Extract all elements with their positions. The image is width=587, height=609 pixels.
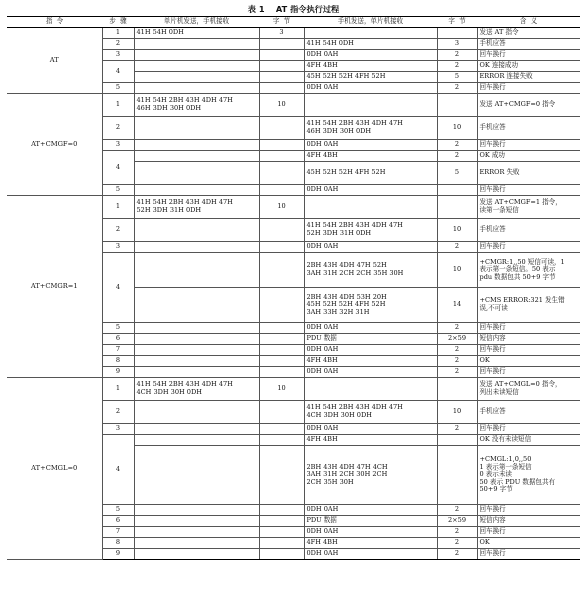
cell-meaning: OK 连接成功 [477, 61, 580, 72]
cell-phone-send: 2BH 43H 4DH 47H 52H 3AH 31H 2CH 2CH 35H 30H [304, 253, 437, 288]
cell-mcu-send [134, 538, 259, 549]
cell-step: 2 [102, 219, 134, 242]
cell-bytes-send: 10 [259, 196, 304, 219]
at-command-table [7, 16, 580, 560]
cell-step: 2 [102, 401, 134, 424]
cell-bytes-receive [437, 446, 477, 505]
cell-phone-send: 4FH 4BH [304, 151, 437, 162]
cell-bytes-receive: 2 [437, 527, 477, 538]
cell-bytes-send [259, 549, 304, 560]
cell-meaning: ERROR 连接失败 [477, 72, 580, 83]
cell-meaning: 回车换行 [477, 83, 580, 94]
cell-phone-send: 4FH 4BH [304, 435, 437, 446]
cell-phone-send: 0DH 0AH [304, 140, 437, 151]
cell-bytes-send [259, 61, 304, 72]
cell-bytes-send [259, 323, 304, 334]
table-row [7, 28, 580, 39]
cell-step: 7 [102, 527, 134, 538]
header-command: 指 令 [7, 17, 102, 28]
cell-bytes-send [259, 401, 304, 424]
cell-phone-send: 45H 52H 52H 4FH 52H [304, 72, 437, 83]
table-caption: 表 1 AT 指令执行过程 [247, 4, 340, 14]
header-meaning: 含 义 [477, 17, 580, 28]
cell-mcu-send [134, 345, 259, 356]
cell-phone-send: 0DH 0AH [304, 242, 437, 253]
cell-bytes-send [259, 117, 304, 140]
cell-step: 3 [102, 424, 134, 435]
cell-meaning: 发送 AT+CMGF=1 指令， 读第一条短信 [477, 196, 580, 219]
cell-phone-send: PDU 数据 [304, 334, 437, 345]
header-row [7, 17, 580, 28]
cell-mcu-send [134, 140, 259, 151]
cell-bytes-receive: 2 [437, 424, 477, 435]
cell-mcu-send [134, 549, 259, 560]
cell-mcu-send [134, 151, 259, 162]
cell-bytes-send [259, 446, 304, 505]
cell-bytes-receive: 2 [437, 50, 477, 61]
cell-bytes-send [259, 162, 304, 185]
cell-phone-send: 0DH 0AH [304, 424, 437, 435]
cell-meaning: OK [477, 356, 580, 367]
header-bytes-send: 字 节 [259, 17, 304, 28]
cell-mcu-send [134, 356, 259, 367]
cell-phone-send: 2BH 43H 4DH 47H 4CH 3AH 31H 2CH 30H 2CH 2CH 35H 30H [304, 446, 437, 505]
cell-meaning: 短信内容 [477, 516, 580, 527]
cell-meaning: 发送 AT 指令 [477, 28, 580, 39]
cell-bytes-receive: 5 [437, 72, 477, 83]
cell-meaning: 回车换行 [477, 549, 580, 560]
table-body [7, 28, 580, 560]
cell-phone-send: 0DH 0AH [304, 83, 437, 94]
cell-bytes-send [259, 288, 304, 323]
cell-bytes-receive: 3 [437, 39, 477, 50]
cell-mcu-send: 41H 54H 2BH 43H 4DH 47H 4CH 3DH 30H 0DH [134, 378, 259, 401]
cell-phone-send: 2BH 43H 4DH 53H 20H 45H 52H 52H 4FH 52H 3AH 33H 32H 31H [304, 288, 437, 323]
table-row [7, 94, 580, 117]
cell-bytes-send: 3 [259, 28, 304, 39]
command-cell: AT+CMGF=0 [7, 94, 102, 196]
cell-phone-send: 41H 54H 2BH 43H 4DH 47H 46H 3DH 30H 0DH [304, 117, 437, 140]
cell-bytes-send [259, 72, 304, 83]
cell-bytes-send [259, 50, 304, 61]
cell-step: 5 [102, 505, 134, 516]
cell-mcu-send [134, 242, 259, 253]
cell-phone-send [304, 196, 437, 219]
cell-bytes-receive: 2 [437, 151, 477, 162]
cell-bytes-send [259, 253, 304, 288]
cell-phone-send: 41H 54H 0DH [304, 39, 437, 50]
cell-bytes-send [259, 39, 304, 50]
cell-bytes-receive: 2 [437, 356, 477, 367]
cell-meaning: +CMS ERROR:321 发生错 误,不可读 [477, 288, 580, 323]
cell-step: 5 [102, 185, 134, 196]
cell-mcu-send [134, 185, 259, 196]
cell-meaning: OK 成功 [477, 151, 580, 162]
cell-bytes-send [259, 516, 304, 527]
cell-meaning: 手机应答 [477, 39, 580, 50]
cell-bytes-receive [437, 378, 477, 401]
cell-phone-send: 0DH 0AH [304, 505, 437, 516]
cell-step: 3 [102, 140, 134, 151]
cell-bytes-send [259, 424, 304, 435]
cell-meaning: 手机应答 [477, 401, 580, 424]
cell-bytes-send [259, 505, 304, 516]
cell-mcu-send [134, 446, 259, 505]
cell-mcu-send: 41H 54H 2BH 43H 4DH 47H 52H 3DH 31H 0DH [134, 196, 259, 219]
cell-phone-send: 41H 54H 2BH 43H 4DH 47H 52H 3DH 31H 0DH [304, 219, 437, 242]
cell-bytes-receive [437, 28, 477, 39]
cell-meaning: 回车换行 [477, 424, 580, 435]
cell-step: 3 [102, 50, 134, 61]
cell-meaning: 回车换行 [477, 505, 580, 516]
cell-bytes-receive: 14 [437, 288, 477, 323]
header-step: 步 骤 [102, 17, 134, 28]
cell-step: 6 [102, 334, 134, 345]
cell-bytes-send [259, 345, 304, 356]
cell-step: 4 [102, 151, 134, 185]
cell-bytes-receive: 10 [437, 253, 477, 288]
cell-bytes-send: 10 [259, 378, 304, 401]
cell-step: 4 [102, 61, 134, 83]
cell-step: 2 [102, 117, 134, 140]
cell-meaning: 回车换行 [477, 323, 580, 334]
cell-phone-send [304, 94, 437, 117]
cell-phone-send [304, 28, 437, 39]
cell-mcu-send: 41H 54H 2BH 43H 4DH 47H 46H 3DH 30H 0DH [134, 94, 259, 117]
cell-step: 1 [102, 28, 134, 39]
cell-bytes-receive: 2 [437, 367, 477, 378]
cell-meaning: 回车换行 [477, 345, 580, 356]
cell-bytes-receive: 2 [437, 140, 477, 151]
cell-phone-send: 4FH 4BH [304, 61, 437, 72]
cell-mcu-send [134, 50, 259, 61]
cell-mcu-send [134, 505, 259, 516]
header-mcu-send: 单片机发送，手机接收 [134, 17, 259, 28]
cell-step: 3 [102, 242, 134, 253]
cell-bytes-receive: 10 [437, 219, 477, 242]
cell-mcu-send [134, 401, 259, 424]
cell-phone-send: 4FH 4BH [304, 538, 437, 549]
cell-meaning: ERROR 失败 [477, 162, 580, 185]
cell-meaning: OK 没有未读短信 [477, 435, 580, 446]
command-cell: AT [7, 28, 102, 94]
cell-bytes-send [259, 219, 304, 242]
cell-step: 6 [102, 516, 134, 527]
cell-bytes-receive [437, 435, 477, 446]
cell-bytes-receive [437, 94, 477, 117]
cell-bytes-send [259, 185, 304, 196]
cell-bytes-send [259, 83, 304, 94]
cell-phone-send: 41H 54H 2BH 43H 4DH 47H 4CH 3DH 30H 0DH [304, 401, 437, 424]
cell-meaning: 回车换行 [477, 50, 580, 61]
cell-phone-send: 0DH 0AH [304, 323, 437, 334]
header-bytes-receive: 字 节 [437, 17, 477, 28]
cell-meaning: 短信内容 [477, 334, 580, 345]
cell-bytes-receive: 2 [437, 505, 477, 516]
cell-mcu-send [134, 61, 259, 72]
cell-phone-send: 45H 52H 52H 4FH 52H [304, 162, 437, 185]
cell-phone-send: 0DH 0AH [304, 367, 437, 378]
cell-mcu-send [134, 117, 259, 140]
cell-mcu-send [134, 323, 259, 334]
cell-bytes-receive: 2 [437, 323, 477, 334]
cell-bytes-receive: 5 [437, 162, 477, 185]
cell-phone-send: PDU 数据 [304, 516, 437, 527]
cell-mcu-send [134, 527, 259, 538]
cell-step: 1 [102, 378, 134, 401]
cell-meaning: 回车换行 [477, 527, 580, 538]
cell-mcu-send [134, 334, 259, 345]
cell-bytes-send [259, 367, 304, 378]
cell-bytes-send [259, 151, 304, 162]
cell-mcu-send [134, 162, 259, 185]
cell-bytes-send [259, 435, 304, 446]
cell-phone-send [304, 378, 437, 401]
cell-bytes-receive [437, 185, 477, 196]
cell-step: 2 [102, 39, 134, 50]
cell-phone-send: 0DH 0AH [304, 185, 437, 196]
cell-meaning: +CMGL:1,0,,50 1 表示第一条短信 0 表示未读 50 表示 PDU 数据包共有 50+9 字节 [477, 446, 580, 505]
cell-step: 9 [102, 549, 134, 560]
cell-mcu-send: 41H 54H 0DH [134, 28, 259, 39]
cell-bytes-receive: 2 [437, 538, 477, 549]
cell-meaning: 回车换行 [477, 185, 580, 196]
cell-bytes-send [259, 356, 304, 367]
cell-meaning: 发送 AT+CMGL=0 指令， 列出未读短信 [477, 378, 580, 401]
cell-phone-send: 4FH 4BH [304, 356, 437, 367]
cell-bytes-send [259, 538, 304, 549]
cell-bytes-receive: 2 [437, 549, 477, 560]
cell-step: 5 [102, 83, 134, 94]
cell-bytes-receive: 2 [437, 345, 477, 356]
cell-mcu-send [134, 435, 259, 446]
cell-bytes-receive: 2 [437, 83, 477, 94]
table-row [7, 196, 580, 219]
cell-bytes-receive: 2 [437, 242, 477, 253]
cell-phone-send: 0DH 0AH [304, 549, 437, 560]
cell-meaning: 手机应答 [477, 117, 580, 140]
cell-mcu-send [134, 516, 259, 527]
cell-bytes-send [259, 140, 304, 151]
cell-step: 4 [102, 435, 134, 505]
cell-bytes-receive: 10 [437, 117, 477, 140]
cell-step: 7 [102, 345, 134, 356]
cell-mcu-send [134, 288, 259, 323]
cell-step: 4 [102, 253, 134, 323]
cell-bytes-receive [437, 196, 477, 219]
table-row [7, 378, 580, 401]
cell-meaning: 回车换行 [477, 242, 580, 253]
cell-step: 5 [102, 323, 134, 334]
cell-bytes-receive: 2×59 [437, 516, 477, 527]
cell-bytes-receive: 2 [437, 61, 477, 72]
cell-bytes-send [259, 334, 304, 345]
cell-meaning: 手机应答 [477, 219, 580, 242]
cell-step: 1 [102, 196, 134, 219]
cell-meaning: +CMGR:1,,50 短信可读，1 表示第一条短信。50 表示 pdu 数据包共 50+9 字节 [477, 253, 580, 288]
cell-meaning: 发送 AT+CMGF=0 指令 [477, 94, 580, 117]
cell-step: 1 [102, 94, 134, 117]
command-cell: AT+CMGR=1 [7, 196, 102, 378]
cell-step: 8 [102, 356, 134, 367]
command-cell: AT+CMGL=0 [7, 378, 102, 560]
cell-phone-send: 0DH 0AH [304, 50, 437, 61]
cell-meaning: 回车换行 [477, 367, 580, 378]
cell-step: 9 [102, 367, 134, 378]
cell-mcu-send [134, 39, 259, 50]
cell-mcu-send [134, 72, 259, 83]
cell-bytes-receive: 2×59 [437, 334, 477, 345]
cell-phone-send: 0DH 0AH [304, 345, 437, 356]
header-phone-send: 手机发送，单片机接收 [304, 17, 437, 28]
cell-mcu-send [134, 83, 259, 94]
cell-bytes-send [259, 242, 304, 253]
cell-mcu-send [134, 424, 259, 435]
cell-mcu-send [134, 367, 259, 378]
cell-bytes-send [259, 527, 304, 538]
cell-bytes-receive: 10 [437, 401, 477, 424]
cell-step: 8 [102, 538, 134, 549]
table-header [7, 17, 580, 28]
cell-mcu-send [134, 253, 259, 288]
cell-mcu-send [134, 219, 259, 242]
cell-bytes-send: 10 [259, 94, 304, 117]
cell-meaning: OK [477, 538, 580, 549]
cell-meaning: 回车换行 [477, 140, 580, 151]
cell-phone-send: 0DH 0AH [304, 527, 437, 538]
